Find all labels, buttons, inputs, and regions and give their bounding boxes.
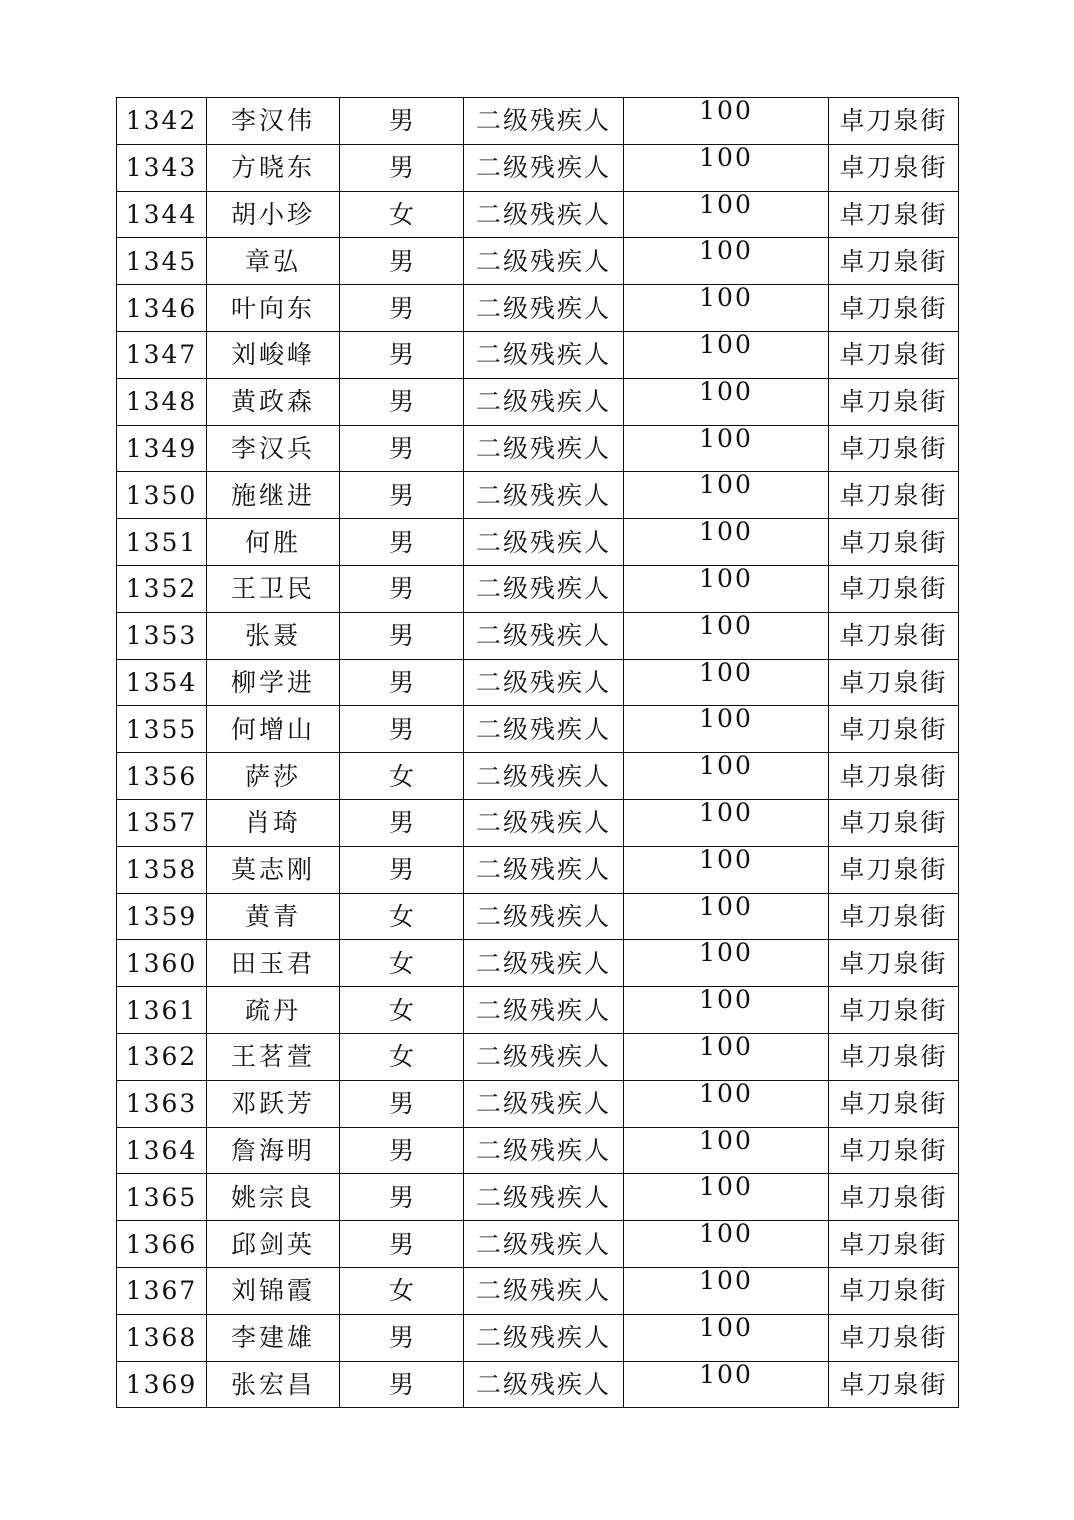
amount-cell: 100: [624, 940, 829, 987]
gender-cell: 男: [340, 659, 464, 706]
category-cell: 二级残疾人: [464, 238, 624, 285]
table-row: [117, 519, 959, 566]
record-id-cell: 1347: [117, 331, 207, 378]
record-id-cell: 1358: [117, 846, 207, 893]
category-cell: 二级残疾人: [464, 1267, 624, 1314]
street-cell: 卓刀泉街: [829, 285, 959, 332]
name-cell: 黄青: [207, 893, 340, 940]
category-cell: 二级残疾人: [464, 1361, 624, 1408]
name-cell: 张聂: [207, 612, 340, 659]
amount-cell: 100: [624, 1267, 829, 1314]
record-id-cell: 1360: [117, 940, 207, 987]
table-row: [117, 98, 959, 145]
gender-cell: 女: [340, 1267, 464, 1314]
table-row: [117, 753, 959, 800]
category-cell: 二级残疾人: [464, 706, 624, 753]
table-row: [117, 1267, 959, 1314]
name-cell: 疏丹: [207, 987, 340, 1034]
street-cell: 卓刀泉街: [829, 1267, 959, 1314]
roster-table: [116, 97, 959, 1408]
roster-body: [117, 98, 959, 1408]
amount-cell: 100: [624, 659, 829, 706]
name-cell: 刘峻峰: [207, 331, 340, 378]
gender-cell: 女: [340, 987, 464, 1034]
street-cell: 卓刀泉街: [829, 191, 959, 238]
category-cell: 二级残疾人: [464, 425, 624, 472]
street-cell: 卓刀泉街: [829, 1174, 959, 1221]
street-cell: 卓刀泉街: [829, 565, 959, 612]
amount-cell: 100: [624, 1361, 829, 1408]
name-cell: 张宏昌: [207, 1361, 340, 1408]
gender-cell: 男: [340, 144, 464, 191]
category-cell: 二级残疾人: [464, 893, 624, 940]
street-cell: 卓刀泉街: [829, 1221, 959, 1268]
street-cell: 卓刀泉街: [829, 706, 959, 753]
category-cell: 二级残疾人: [464, 285, 624, 332]
street-cell: 卓刀泉街: [829, 659, 959, 706]
name-cell: 胡小珍: [207, 191, 340, 238]
name-cell: 施继进: [207, 472, 340, 519]
name-cell: 莫志刚: [207, 846, 340, 893]
record-id-cell: 1364: [117, 1127, 207, 1174]
record-id-cell: 1343: [117, 144, 207, 191]
amount-cell: 100: [624, 331, 829, 378]
name-cell: 李汉伟: [207, 98, 340, 145]
table-row: [117, 1080, 959, 1127]
amount-cell: 100: [624, 285, 829, 332]
amount-cell: 100: [624, 191, 829, 238]
table-row: [117, 799, 959, 846]
name-cell: 肖琦: [207, 799, 340, 846]
record-id-cell: 1367: [117, 1267, 207, 1314]
name-cell: 柳学进: [207, 659, 340, 706]
table-row: [117, 191, 959, 238]
table-row: [117, 1221, 959, 1268]
gender-cell: 男: [340, 846, 464, 893]
amount-cell: 100: [624, 144, 829, 191]
category-cell: 二级残疾人: [464, 191, 624, 238]
amount-cell: 100: [624, 1127, 829, 1174]
category-cell: 二级残疾人: [464, 1127, 624, 1174]
name-cell: 詹海明: [207, 1127, 340, 1174]
street-cell: 卓刀泉街: [829, 472, 959, 519]
street-cell: 卓刀泉街: [829, 331, 959, 378]
gender-cell: 女: [340, 1033, 464, 1080]
record-id-cell: 1362: [117, 1033, 207, 1080]
record-id-cell: 1346: [117, 285, 207, 332]
amount-cell: 100: [624, 1080, 829, 1127]
street-cell: 卓刀泉街: [829, 144, 959, 191]
table-row: [117, 425, 959, 472]
table-row: [117, 472, 959, 519]
record-id-cell: 1354: [117, 659, 207, 706]
street-cell: 卓刀泉街: [829, 1033, 959, 1080]
table-row: [117, 1361, 959, 1408]
amount-cell: 100: [624, 612, 829, 659]
gender-cell: 男: [340, 706, 464, 753]
gender-cell: 男: [340, 565, 464, 612]
record-id-cell: 1365: [117, 1174, 207, 1221]
category-cell: 二级残疾人: [464, 519, 624, 566]
gender-cell: 男: [340, 1361, 464, 1408]
table-row: [117, 565, 959, 612]
gender-cell: 女: [340, 893, 464, 940]
name-cell: 邓跃芳: [207, 1080, 340, 1127]
name-cell: 李汉兵: [207, 425, 340, 472]
name-cell: 姚宗良: [207, 1174, 340, 1221]
category-cell: 二级残疾人: [464, 1080, 624, 1127]
gender-cell: 男: [340, 519, 464, 566]
street-cell: 卓刀泉街: [829, 612, 959, 659]
amount-cell: 100: [624, 238, 829, 285]
category-cell: 二级残疾人: [464, 940, 624, 987]
record-id-cell: 1359: [117, 893, 207, 940]
gender-cell: 女: [340, 191, 464, 238]
category-cell: 二级残疾人: [464, 565, 624, 612]
amount-cell: 100: [624, 565, 829, 612]
table-row: [117, 1127, 959, 1174]
record-id-cell: 1351: [117, 519, 207, 566]
gender-cell: 男: [340, 425, 464, 472]
amount-cell: 100: [624, 1174, 829, 1221]
name-cell: 田玉君: [207, 940, 340, 987]
category-cell: 二级残疾人: [464, 846, 624, 893]
category-cell: 二级残疾人: [464, 753, 624, 800]
category-cell: 二级残疾人: [464, 612, 624, 659]
table-row: [117, 940, 959, 987]
record-id-cell: 1356: [117, 753, 207, 800]
record-id-cell: 1352: [117, 565, 207, 612]
amount-cell: 100: [624, 987, 829, 1034]
table-row: [117, 893, 959, 940]
amount-cell: 100: [624, 472, 829, 519]
record-id-cell: 1366: [117, 1221, 207, 1268]
category-cell: 二级残疾人: [464, 987, 624, 1034]
record-id-cell: 1350: [117, 472, 207, 519]
street-cell: 卓刀泉街: [829, 753, 959, 800]
category-cell: 二级残疾人: [464, 378, 624, 425]
street-cell: 卓刀泉街: [829, 1080, 959, 1127]
amount-cell: 100: [624, 846, 829, 893]
street-cell: 卓刀泉街: [829, 425, 959, 472]
record-id-cell: 1357: [117, 799, 207, 846]
amount-cell: 100: [624, 98, 829, 145]
amount-cell: 100: [624, 893, 829, 940]
gender-cell: 男: [340, 472, 464, 519]
amount-cell: 100: [624, 1033, 829, 1080]
street-cell: 卓刀泉街: [829, 893, 959, 940]
gender-cell: 男: [340, 612, 464, 659]
gender-cell: 男: [340, 98, 464, 145]
name-cell: 何胜: [207, 519, 340, 566]
table-row: [117, 1174, 959, 1221]
table-row: [117, 1314, 959, 1361]
table-row: [117, 706, 959, 753]
record-id-cell: 1342: [117, 98, 207, 145]
category-cell: 二级残疾人: [464, 98, 624, 145]
amount-cell: 100: [624, 799, 829, 846]
name-cell: 黄政森: [207, 378, 340, 425]
category-cell: 二级残疾人: [464, 472, 624, 519]
name-cell: 刘锦霞: [207, 1267, 340, 1314]
table-row: [117, 1033, 959, 1080]
table-row: [117, 238, 959, 285]
category-cell: 二级残疾人: [464, 1314, 624, 1361]
street-cell: 卓刀泉街: [829, 987, 959, 1034]
gender-cell: 男: [340, 331, 464, 378]
gender-cell: 男: [340, 1314, 464, 1361]
name-cell: 章弘: [207, 238, 340, 285]
street-cell: 卓刀泉街: [829, 846, 959, 893]
amount-cell: 100: [624, 519, 829, 566]
gender-cell: 男: [340, 799, 464, 846]
amount-cell: 100: [624, 378, 829, 425]
street-cell: 卓刀泉街: [829, 1361, 959, 1408]
street-cell: 卓刀泉街: [829, 378, 959, 425]
gender-cell: 男: [340, 1174, 464, 1221]
street-cell: 卓刀泉街: [829, 799, 959, 846]
gender-cell: 男: [340, 1127, 464, 1174]
gender-cell: 男: [340, 1080, 464, 1127]
table-row: [117, 846, 959, 893]
name-cell: 何增山: [207, 706, 340, 753]
street-cell: 卓刀泉街: [829, 519, 959, 566]
record-id-cell: 1344: [117, 191, 207, 238]
table-row: [117, 331, 959, 378]
record-id-cell: 1349: [117, 425, 207, 472]
category-cell: 二级残疾人: [464, 144, 624, 191]
table-row: [117, 612, 959, 659]
amount-cell: 100: [624, 1314, 829, 1361]
street-cell: 卓刀泉街: [829, 940, 959, 987]
table-row: [117, 144, 959, 191]
name-cell: 李建雄: [207, 1314, 340, 1361]
gender-cell: 男: [340, 285, 464, 332]
table-row: [117, 987, 959, 1034]
street-cell: 卓刀泉街: [829, 98, 959, 145]
table-row: [117, 378, 959, 425]
record-id-cell: 1353: [117, 612, 207, 659]
amount-cell: 100: [624, 706, 829, 753]
gender-cell: 女: [340, 753, 464, 800]
category-cell: 二级残疾人: [464, 1033, 624, 1080]
name-cell: 邱剑英: [207, 1221, 340, 1268]
gender-cell: 男: [340, 378, 464, 425]
gender-cell: 男: [340, 238, 464, 285]
record-id-cell: 1361: [117, 987, 207, 1034]
category-cell: 二级残疾人: [464, 331, 624, 378]
category-cell: 二级残疾人: [464, 1221, 624, 1268]
name-cell: 叶向东: [207, 285, 340, 332]
table-row: [117, 659, 959, 706]
street-cell: 卓刀泉街: [829, 1127, 959, 1174]
name-cell: 方晓东: [207, 144, 340, 191]
record-id-cell: 1348: [117, 378, 207, 425]
amount-cell: 100: [624, 1221, 829, 1268]
table-row: [117, 285, 959, 332]
record-id-cell: 1363: [117, 1080, 207, 1127]
gender-cell: 男: [340, 1221, 464, 1268]
category-cell: 二级残疾人: [464, 1174, 624, 1221]
record-id-cell: 1369: [117, 1361, 207, 1408]
amount-cell: 100: [624, 753, 829, 800]
name-cell: 王卫民: [207, 565, 340, 612]
name-cell: 王茗萱: [207, 1033, 340, 1080]
record-id-cell: 1355: [117, 706, 207, 753]
street-cell: 卓刀泉街: [829, 238, 959, 285]
street-cell: 卓刀泉街: [829, 1314, 959, 1361]
category-cell: 二级残疾人: [464, 659, 624, 706]
amount-cell: 100: [624, 425, 829, 472]
name-cell: 萨莎: [207, 753, 340, 800]
gender-cell: 女: [340, 940, 464, 987]
category-cell: 二级残疾人: [464, 799, 624, 846]
record-id-cell: 1345: [117, 238, 207, 285]
record-id-cell: 1368: [117, 1314, 207, 1361]
